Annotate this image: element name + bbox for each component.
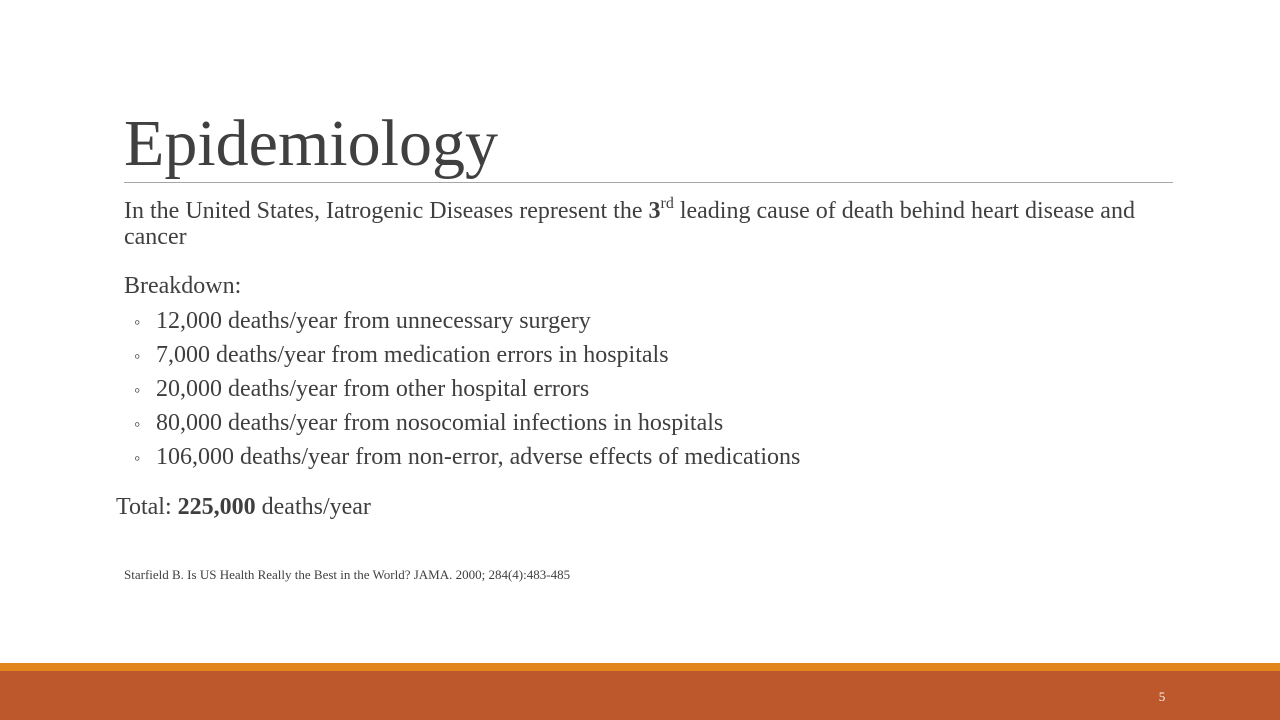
- bullet-circle-icon: ◦: [134, 414, 141, 434]
- intro-text-end: leading cause of death behind heart disease and cancer: [124, 198, 1135, 250]
- intro-text-start: In the United States, Iatrogenic Diseases represent the: [124, 198, 649, 224]
- list-item: [134, 440, 800, 474]
- breakdown-heading: Breakdown:: [124, 273, 242, 299]
- citation: Starfield B. Is US Health Really the Best in the World? JAMA. 2000; 284(4):483-485: [124, 567, 571, 582]
- list-item: [134, 304, 800, 338]
- list-item-text: 20,000 deaths/year from other hospital errors: [156, 376, 590, 402]
- footer-bar: [0, 671, 1280, 720]
- bullet-circle-icon: ◦: [134, 346, 141, 366]
- list-item-text: 106,000 deaths/year from non-error, adverse effects of medications: [156, 444, 801, 470]
- list-item-text: 12,000 deaths/year from unnecessary surgery: [156, 308, 591, 334]
- intro-paragraph: [124, 195, 1184, 250]
- list-item: [134, 372, 800, 406]
- list-item-text: 7,000 deaths/year from medication errors in hospitals: [156, 342, 669, 368]
- list-item: [134, 406, 800, 440]
- list-item-text: 80,000 deaths/year from nosocomial infections in hospitals: [156, 410, 724, 436]
- title-underline: [124, 182, 1173, 183]
- footer-accent-line: [0, 663, 1280, 671]
- rank-suffix: rd: [660, 195, 674, 212]
- list-item: [134, 338, 800, 372]
- total-label: Total:: [116, 494, 178, 520]
- bullet-circle-icon: ◦: [134, 448, 141, 468]
- slide-title: Epidemiology: [124, 107, 498, 180]
- bullet-circle-icon: ◦: [134, 312, 141, 332]
- bullet-circle-icon: ◦: [134, 380, 141, 400]
- breakdown-list: [134, 304, 800, 474]
- page-number: 5: [1158, 689, 1166, 704]
- total-line: [116, 492, 371, 522]
- total-unit: deaths/year: [255, 494, 371, 520]
- rank-number: 3: [648, 198, 661, 224]
- total-value: 225,000: [177, 494, 256, 520]
